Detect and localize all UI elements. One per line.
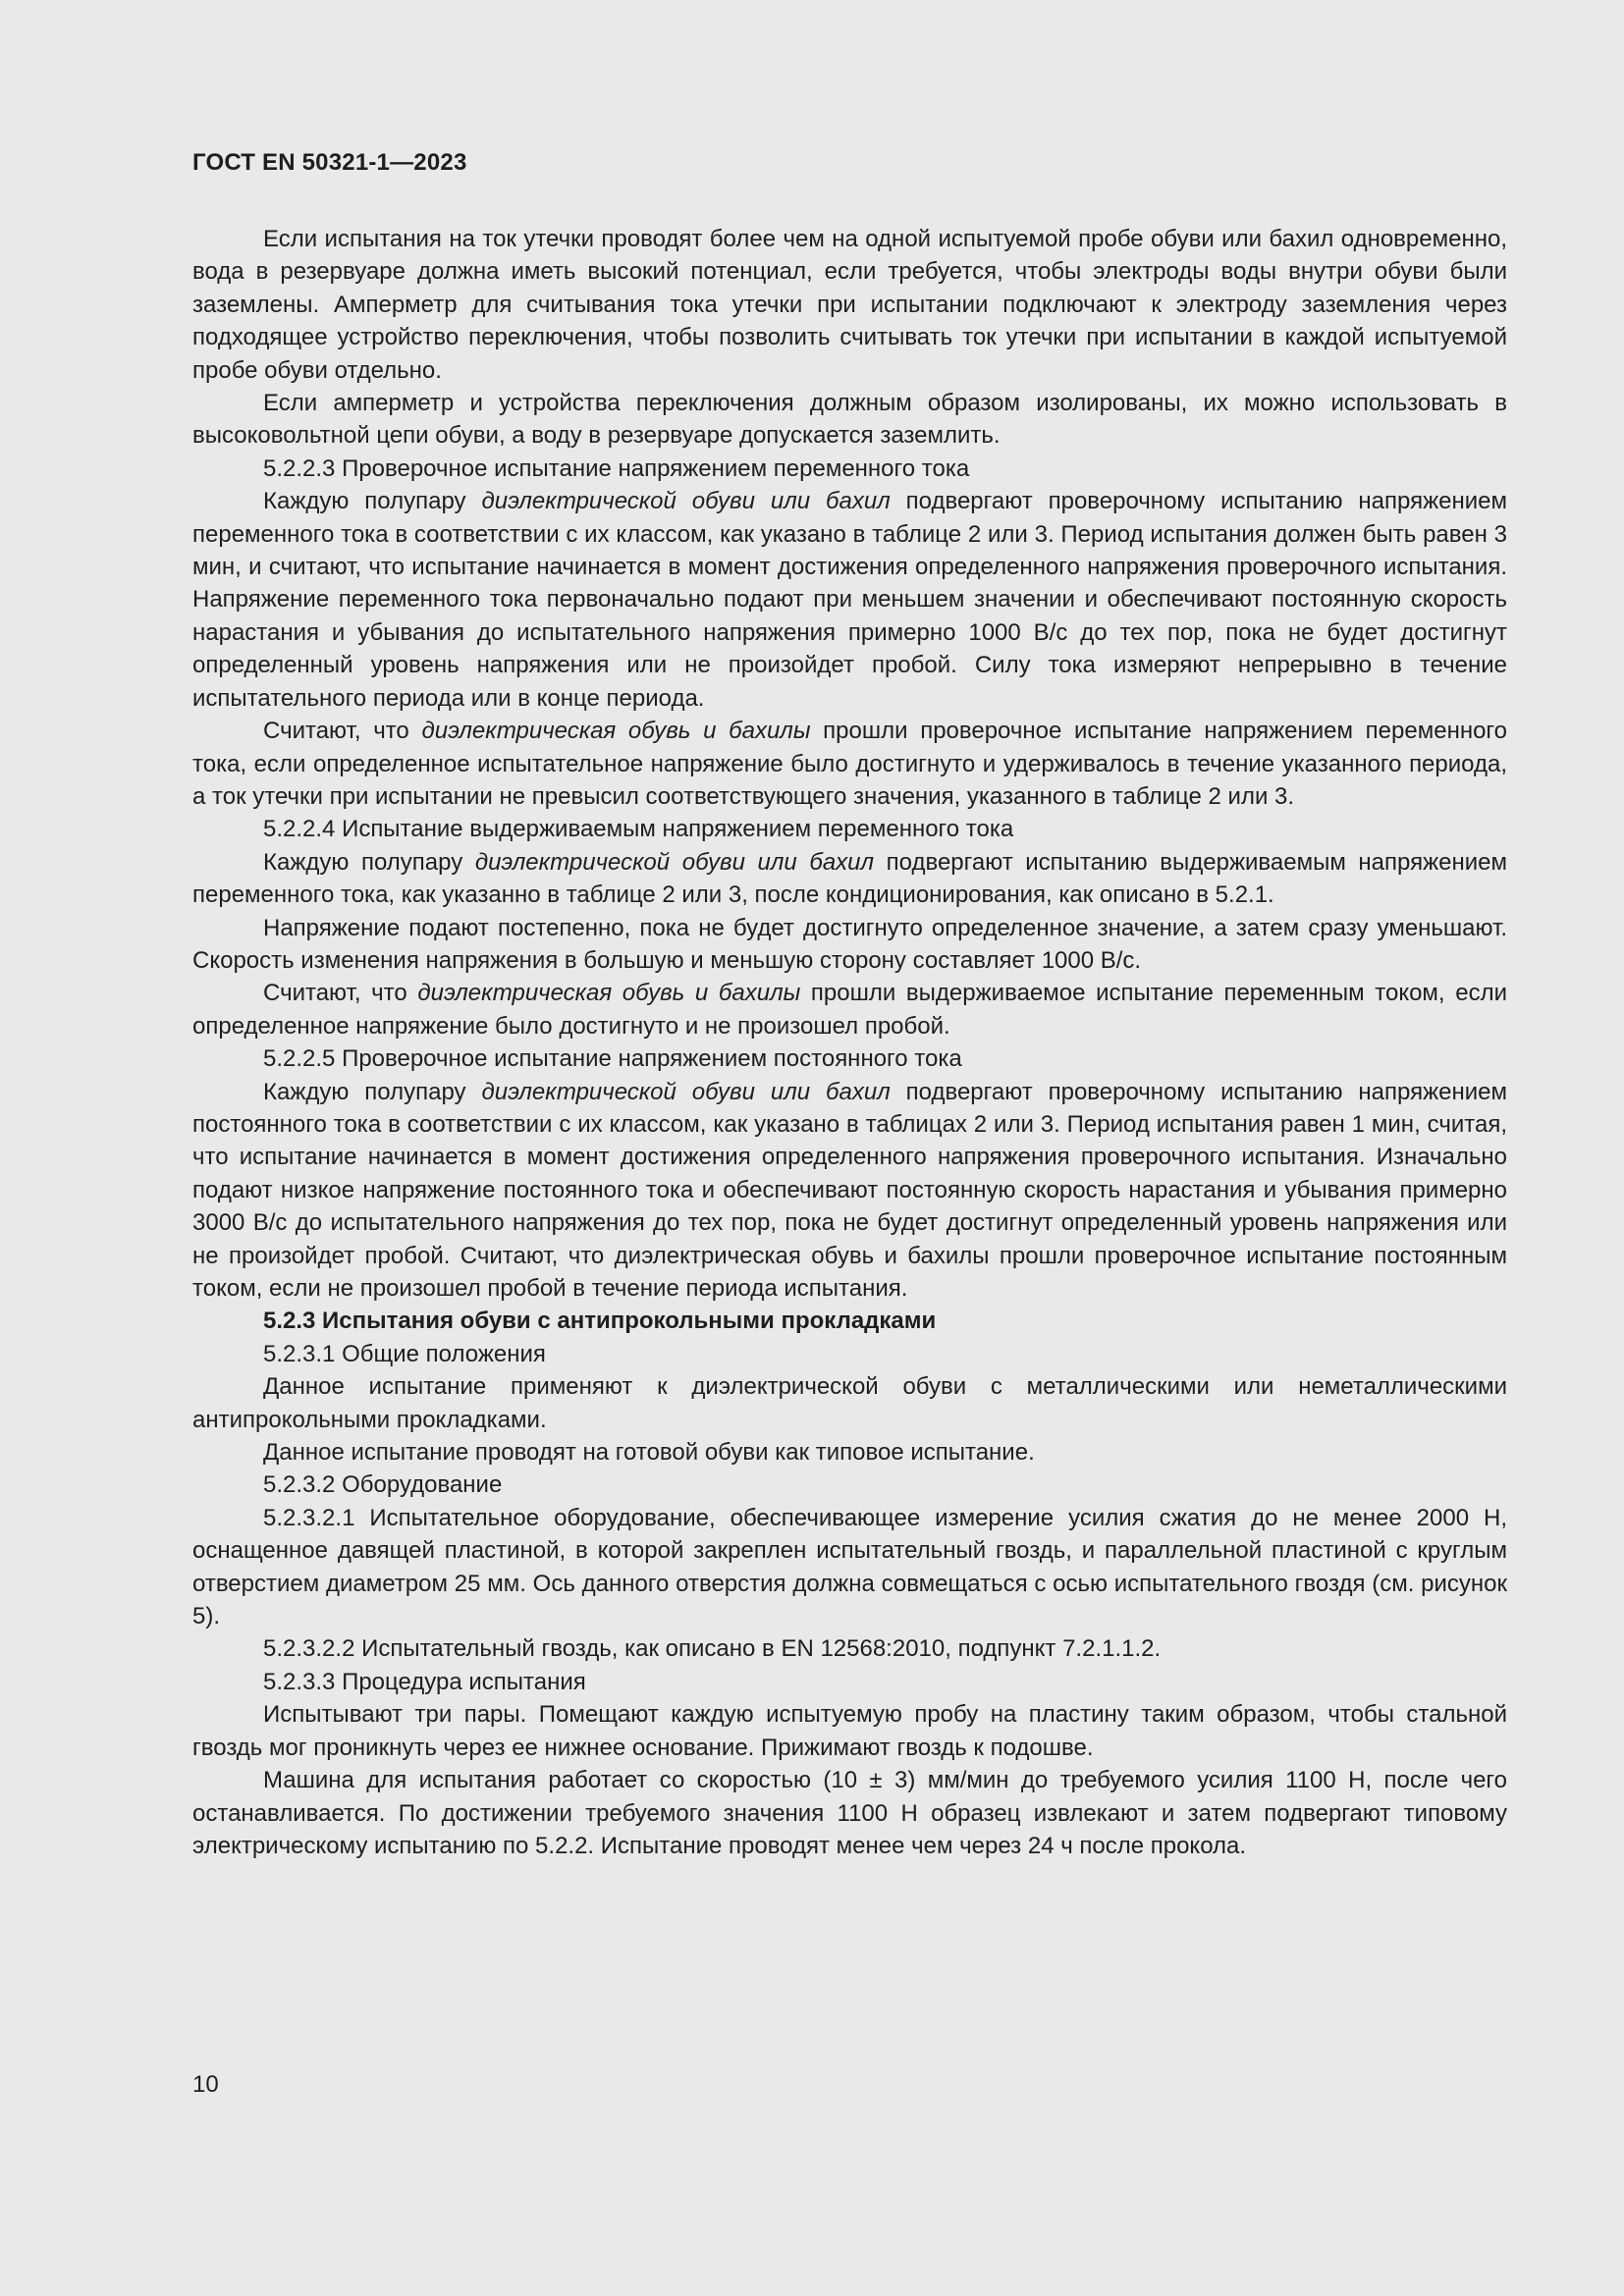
text-run: Напряжение подают постепенно, пока не будет достигнуто определенное значение, а затем сразу уменьшают. Скорость изменения напряжения в большую и меньшую сторону составляет 1000 В/с.	[192, 914, 1507, 974]
body-paragraph	[192, 1502, 1507, 1633]
italic-term: диэлектрической обуви или бахил	[481, 488, 891, 515]
text-run: 5.2.2.5 Проверочное испытание напряжением постоянного тока	[263, 1045, 962, 1073]
text-run: Если испытания на ток утечки проводят более чем на одной испытуемой пробе обуви или бахил одновременно, вода в резервуаре должна иметь высокий потенциал, если требуется, чтобы электроды воды внутри обуви были заземлены. Амперметр для считывания тока утечки при испытании подключают к электроду заземления через подходящее устройство переключения, чтобы позволить считывать ток утечки при испытании в каждой испытуемой пробе обуви отдельно.	[192, 226, 1507, 384]
text-run: 5.2.3.1 Общие положения	[263, 1340, 546, 1367]
text-run: подвергают проверочному испытанию напряжением постоянного тока в соответствии с их классом, как указано в таблицах 2 или 3. Период испытания равен 1 мин, считая, что испытание начинается в момент достижения определенного напряжения проверочного испытания. Изначально подают низкое напряжение постоянного тока и обеспечивают постоянную скорость нарастания и убывания примерно 3000 В/с до испытательного напряжения до тех пор, пока не будет достигнут определенный уровень напряжения или не произойдет пробой. Считают, что диэлектрическая обувь и бахилы прошли проверочное испытание постоянным током, если не произошел пробой в течение периода испытания.	[192, 1078, 1507, 1302]
text-run: Испытывают три пары. Помещают каждую испытуемую пробу на пластину таким образом, чтобы стальной гвоздь мог проникнуть через ее нижнее основание. Прижимают гвоздь к подошве.	[192, 1701, 1507, 1761]
page-number: 10	[192, 2071, 219, 2098]
text-run: Машина для испытания работает со скоростью (10 ± 3) мм/мин до требуемого усилия 1100 Н, после чего останавливается. По достижении требуемого значения 1100 Н образец извлекают и затем подвергают типовому электрическому испытанию по 5.2.2. Испытание проводят менее чем через 24 ч после прокола.	[192, 1767, 1507, 1859]
text-run: 5.2.2.3 Проверочное испытание напряжением переменного тока	[263, 454, 970, 482]
text-run: подвергают испытанию выдерживаемым напряжением переменного тока, как указанно в таблице 2 или 3, после кондиционирования, как описано в 5.2.1.	[192, 848, 1508, 909]
body-paragraph	[192, 846, 1507, 912]
section-heading	[192, 1666, 1507, 1698]
section-heading	[192, 1338, 1507, 1370]
text-run: 5.2.3.2.1 Испытательное оборудование, обеспечивающее измерение усилия сжатия до не менее 2000 Н, оснащенное давящей пластиной, в которой закреплен испытательный гвоздь, и параллельной пластиной с круглым отверстием диаметром 25 мм. Ось данного отверстия должна совмещаться с осью испытательного гвоздя (см. рисунок 5).	[192, 1504, 1507, 1630]
text-run: Данное испытание применяют к диэлектрической обуви с металлическими или неметаллическими антипрокольными прокладками.	[192, 1373, 1507, 1433]
text-run: Считают, что	[263, 980, 418, 1007]
italic-term: диэлектрической обуви или бахил	[474, 848, 875, 876]
body-paragraph	[192, 387, 1507, 453]
text-run: подвергают проверочному испытанию напряжением переменного тока в соответствии с их классом, как указано в таблице 2 или 3. Период испытания должен быть равен 3 мин, и считают, что испытание начинается в момент достижения определенного напряжения проверочного испытания. Напряжение переменного тока первоначально подают при меньшем значении и обеспечивают постоянную скорость нарастания и убывания до испытательного напряжения примерно 1000 В/с до тех пор, пока не будет достигнут определенный уровень напряжения или не произойдет пробой. Силу тока измеряют непрерывно в течение испытательного периода или в конце периода.	[192, 488, 1507, 712]
section-heading	[192, 1632, 1507, 1665]
document-code-header: ГОСТ EN 50321-1—2023	[192, 149, 467, 176]
body-paragraph	[192, 1764, 1507, 1862]
body-paragraph	[192, 912, 1507, 978]
body-paragraph	[192, 223, 1507, 387]
body-paragraph	[192, 1076, 1507, 1306]
text-run: прошли проверочное испытание напряжением переменного тока, если определенное испытательное напряжение было достигнуто и удерживалось в течение указанного периода, а ток утечки при испытании не превысил соответствующего значения, указанного в таблице 2 или 3.	[192, 718, 1507, 810]
section-heading	[192, 1468, 1507, 1501]
body-paragraph	[192, 485, 1507, 715]
body-paragraph	[192, 1436, 1507, 1468]
body-paragraph	[192, 1370, 1507, 1436]
italic-term: диэлектрической обуви или бахил	[481, 1078, 891, 1105]
text-run: Данное испытание проводят на готовой обуви как типовое испытание.	[263, 1439, 1035, 1467]
section-heading	[192, 813, 1507, 845]
text-run: 5.2.3.2.2 Испытательный гвоздь, как описано в EN 12568:2010, подпункт 7.2.1.1.2.	[263, 1635, 1162, 1663]
text-run: Считают, что	[263, 718, 422, 745]
text-run: прошли выдерживаемое испытание переменным током, если определенное напряжение было достигнуто и не произошел пробой.	[192, 980, 1508, 1040]
italic-term: диэлектрическая обувь и бахилы	[417, 980, 801, 1007]
text-run: Каждую полупару	[263, 1078, 482, 1105]
section-heading	[192, 1042, 1507, 1075]
text-run: 5.2.3.3 Процедура испытания	[263, 1668, 586, 1695]
text-run: Каждую полупару	[263, 488, 482, 515]
body-paragraph	[192, 715, 1507, 813]
body-paragraph	[192, 1698, 1507, 1764]
section-heading	[192, 1305, 1507, 1337]
italic-term: диэлектрическая обувь и бахилы	[421, 718, 811, 745]
text-run: 5.2.3 Испытания обуви с антипрокольными прокладками	[263, 1308, 937, 1335]
text-run: 5.2.2.4 Испытание выдерживаемым напряжением переменного тока	[263, 816, 1014, 843]
text-run: 5.2.3.2 Оборудование	[263, 1471, 503, 1499]
section-heading	[192, 453, 1507, 485]
text-run: Если амперметр и устройства переключения должным образом изолированы, их можно использовать в высоковольтной цепи обуви, а воду в резервуаре допускается заземлить.	[192, 390, 1507, 450]
text-run: Каждую полупару	[263, 848, 475, 876]
body-paragraph	[192, 977, 1507, 1042]
document-body	[192, 223, 1507, 1862]
